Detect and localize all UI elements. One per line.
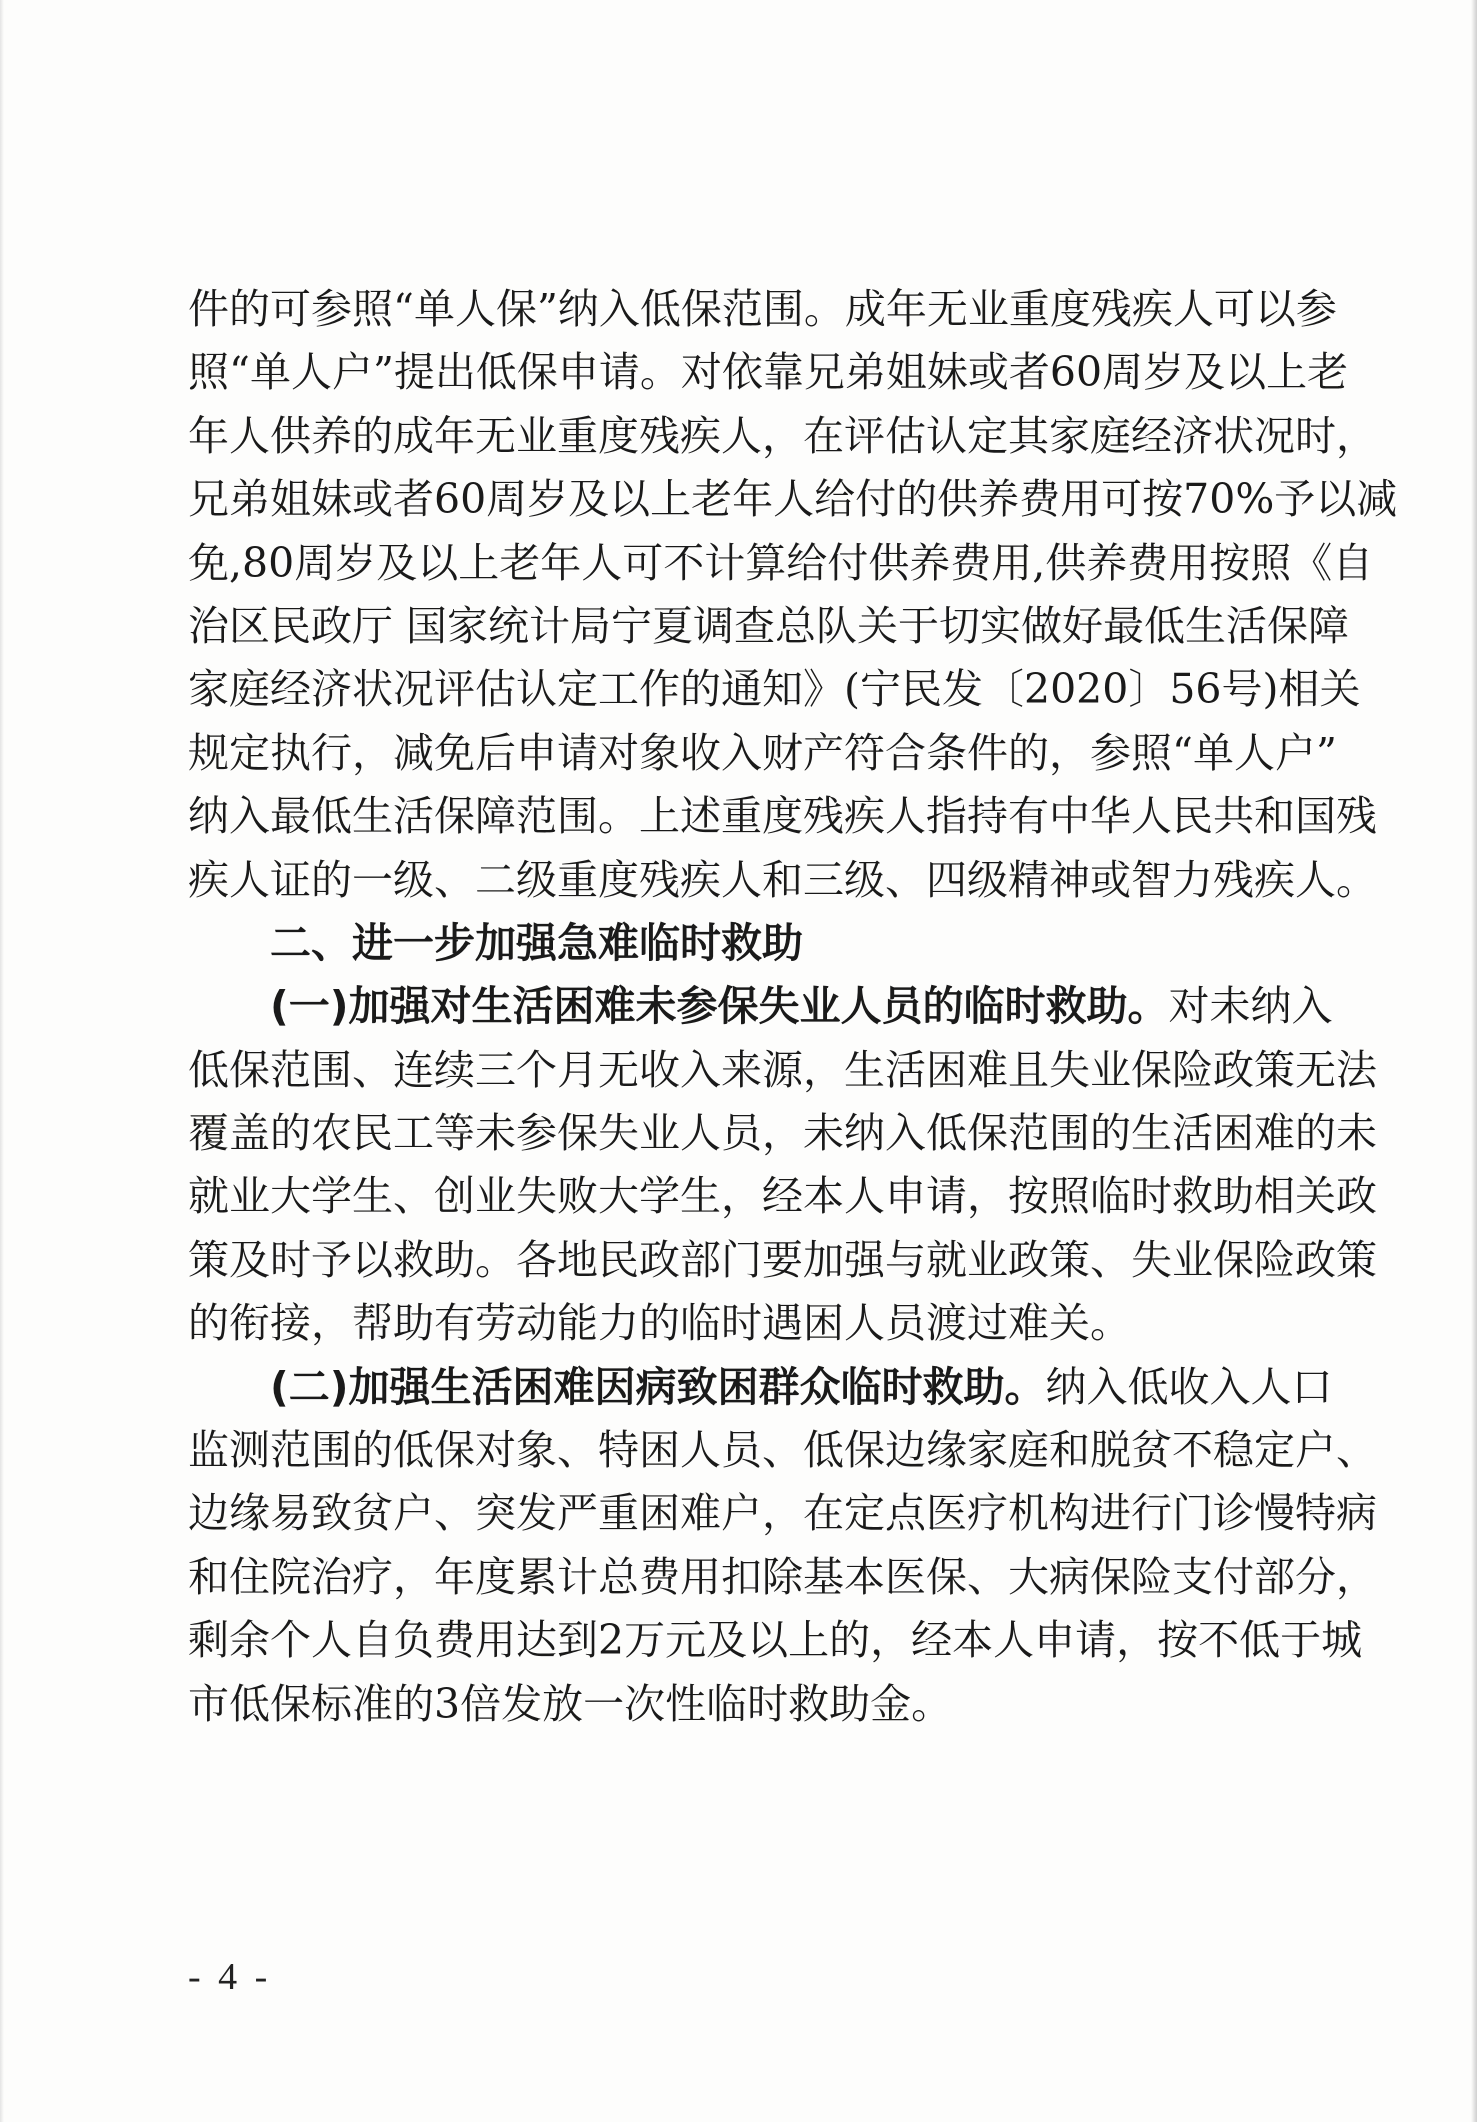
subsection-first-line	[188, 975, 1333, 1038]
subsection-title: (二)加强生活困难因病致困群众临时救助。	[270, 1362, 1046, 1411]
body-line: 免,80周岁及以上老年人可不计算给付供养费用,供养费用按照《自	[188, 538, 1374, 587]
body-line: 覆盖的农民工等未参保失业人员，未纳入低保范围的生活困难的未	[188, 1109, 1377, 1158]
body-line: 边缘易致贫户、突发严重困难户，在定点医疗机构进行门诊慢特病	[188, 1489, 1377, 1538]
page-edge-right	[1471, 0, 1477, 2122]
body-line: 年人供养的成年无业重度残疾人，在评估认定其家庭经济状况时，	[188, 411, 1377, 460]
page-edge-left	[0, 0, 4, 2122]
page-number: - 4 -	[188, 1956, 272, 1998]
body-line: 和住院治疗，年度累计总费用扣除基本医保、大病保险支付部分，	[188, 1552, 1377, 1601]
body-line: 纳入最低生活保障范围。上述重度残疾人指持有中华人民共和国残	[188, 792, 1377, 841]
body-line: 疾人证的一级、二级重度残疾人和三级、四级精神或智力残疾人。	[188, 855, 1377, 904]
body-line: 的衔接，帮助有劳动能力的临时遇困人员渡过难关。	[188, 1299, 1131, 1348]
body-text-span: 对未纳入	[1168, 982, 1333, 1031]
body-line: 治区民政厅 国家统计局宁夏调查总队关于切实做好最低生活保障	[188, 601, 1350, 650]
body-line: 策及时予以救助。各地民政部门要加强与就业政策、失业保险政策	[188, 1235, 1377, 1284]
body-line: 低保范围、连续三个月无收入来源，生活困难且失业保险政策无法	[188, 1045, 1377, 1094]
body-line: 家庭经济状况评估认定工作的通知》(宁民发〔2020〕56号)相关	[188, 665, 1361, 714]
body-line: 就业大学生、创业失败大学生，经本人申请，按照临时救助相关政	[188, 1172, 1377, 1221]
body-line: 件的可参照“单人保”纳入低保范围。成年无业重度残疾人可以参	[188, 285, 1337, 333]
body-line: 规定执行，减免后申请对象收入财产符合条件的，参照“单人户”	[188, 728, 1337, 777]
section-heading: 二、进一步加强急难临时救助	[270, 918, 803, 967]
body-line: 监测范围的低保对象、特困人员、低保边缘家庭和脱贫不稳定户、	[188, 1426, 1377, 1475]
body-line: 市低保标准的3倍发放一次性临时救助金。	[188, 1679, 953, 1728]
body-text-span: 纳入低收入人口	[1045, 1362, 1333, 1411]
body-line: 兄弟姐妹或者60周岁及以上老年人给付的供养费用可按70%予以减	[188, 475, 1398, 524]
body-line: 照“单人户”提出低保申请。对依靠兄弟姐妹或者60周岁及以上老	[188, 348, 1349, 397]
document-body	[188, 278, 1398, 1736]
subsection-title: (一)加强对生活困难未参保失业人员的临时救助。	[270, 982, 1169, 1031]
subsection-first-line	[188, 1356, 1333, 1419]
body-line: 剩余个人自负费用达到2万元及以上的，经本人申请，按不低于城	[188, 1616, 1363, 1665]
